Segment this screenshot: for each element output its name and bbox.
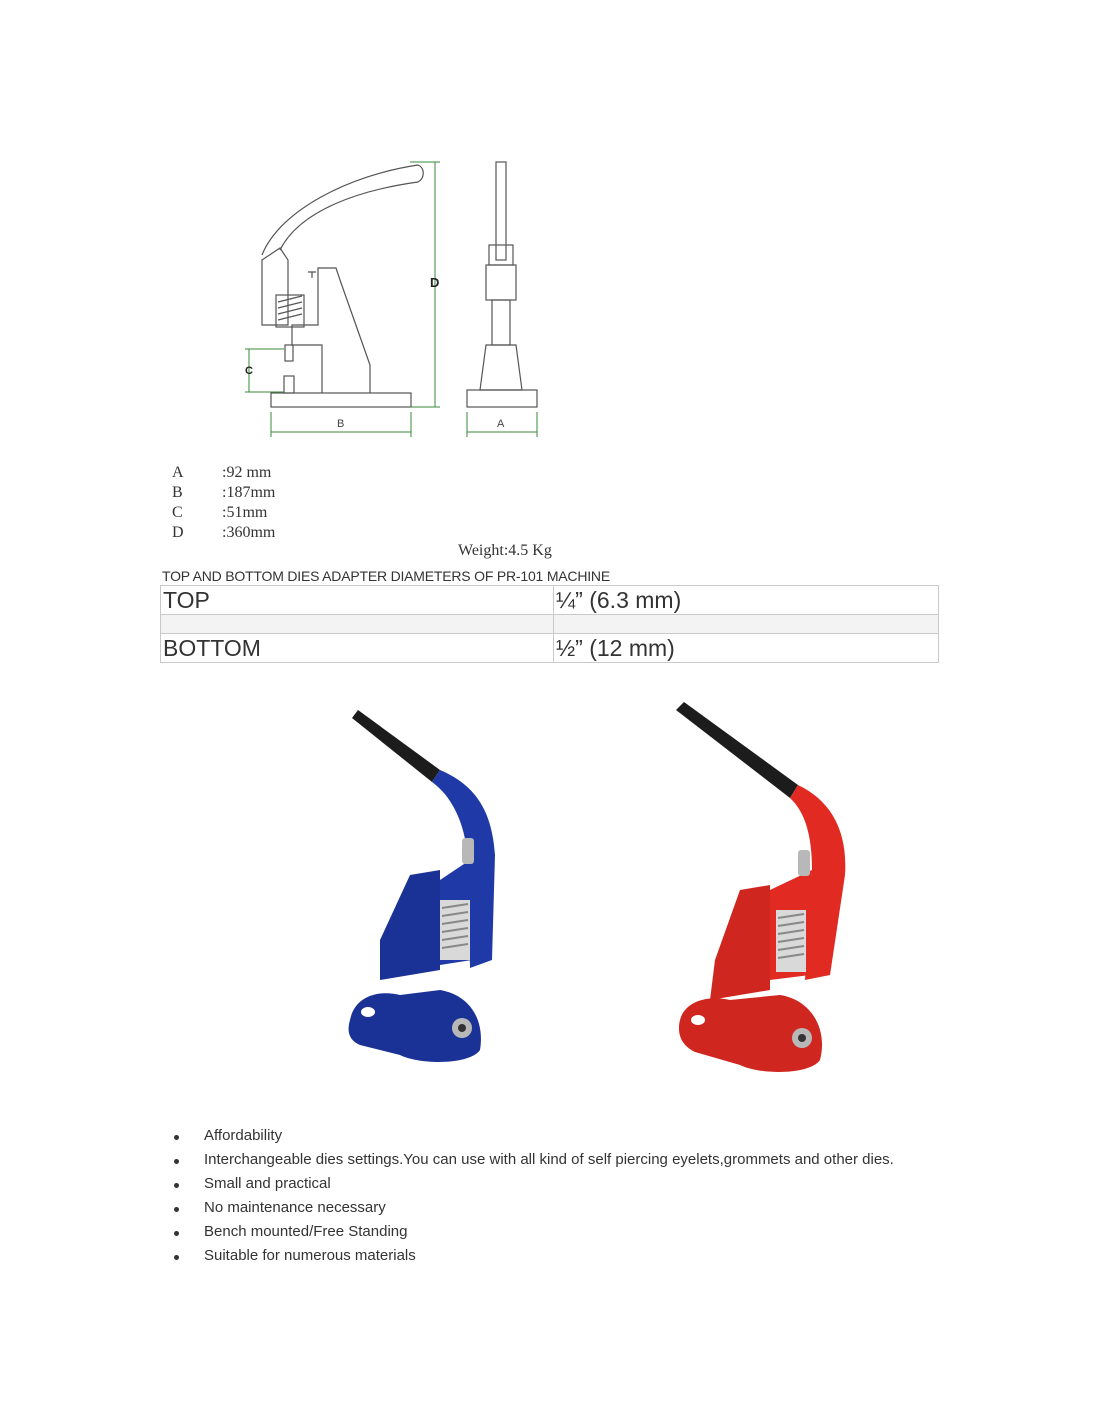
feature-text: Small and practical [204,1175,331,1192]
feature-text: Suitable for numerous materials [204,1247,416,1264]
weight-text: Weight:4.5 Kg [458,542,552,559]
list-item [168,1196,894,1220]
bullet-icon [174,1183,179,1188]
technical-drawing [240,150,570,450]
side-view-base [271,393,411,407]
bullet-icon [174,1231,179,1236]
bullet-icon [174,1255,179,1260]
feature-list [168,1124,894,1268]
dimension-row [172,524,275,544]
dimension-list [172,464,275,544]
feature-text: Bench mounted/Free Standing [204,1223,408,1240]
list-item [168,1148,894,1172]
table-row [161,586,939,615]
dimension-value: :51mm [222,504,268,521]
list-item [168,1220,894,1244]
dimension-letter: A [172,464,184,481]
red-press-image [676,702,845,1072]
dimension-row [172,484,275,504]
bullet-icon [174,1207,179,1212]
side-view-body [292,268,370,393]
feature-text: Interchangeable dies settings.You can use with all kind of self piercing eyelets,grommets and other dies. [204,1151,894,1168]
table-caption: TOP AND BOTTOM DIES ADAPTER DIAMETERS OF PR-101 MACHINE [162,568,610,584]
list-item [168,1244,894,1268]
blue-press-image [349,710,495,1062]
list-item [168,1172,894,1196]
bullet-icon [174,1159,179,1164]
dimension-letter: B [172,484,183,501]
table-cell-label: BOTTOM [161,634,554,663]
product-photos [300,690,860,1090]
dimension-row [172,464,275,484]
feature-text: No maintenance necessary [204,1199,386,1216]
feature-text: Affordability [204,1127,283,1144]
table-cell-value: ½” (12 mm) [554,634,939,663]
dimension-value: :360mm [222,524,276,541]
dimension-row [172,504,275,524]
table-cell-value: ¼” (6.3 mm) [554,586,939,615]
list-item [168,1124,894,1148]
dimension-letter: D [172,524,184,541]
table-row [161,634,939,663]
dies-diameter-table [160,585,939,663]
dimension-value: :92 mm [222,464,272,481]
press-dimension-diagram [240,150,570,450]
dimension-value: :187mm [222,484,276,501]
dim-label-c: C [245,365,253,377]
table-spacer-row [161,615,939,634]
dim-label-d: D [430,275,440,290]
dim-label-a: A [497,418,505,430]
dim-label-b: B [337,418,345,430]
table-cell-label: TOP [161,586,554,615]
bullet-icon [174,1135,179,1140]
dimension-letter: C [172,504,183,521]
